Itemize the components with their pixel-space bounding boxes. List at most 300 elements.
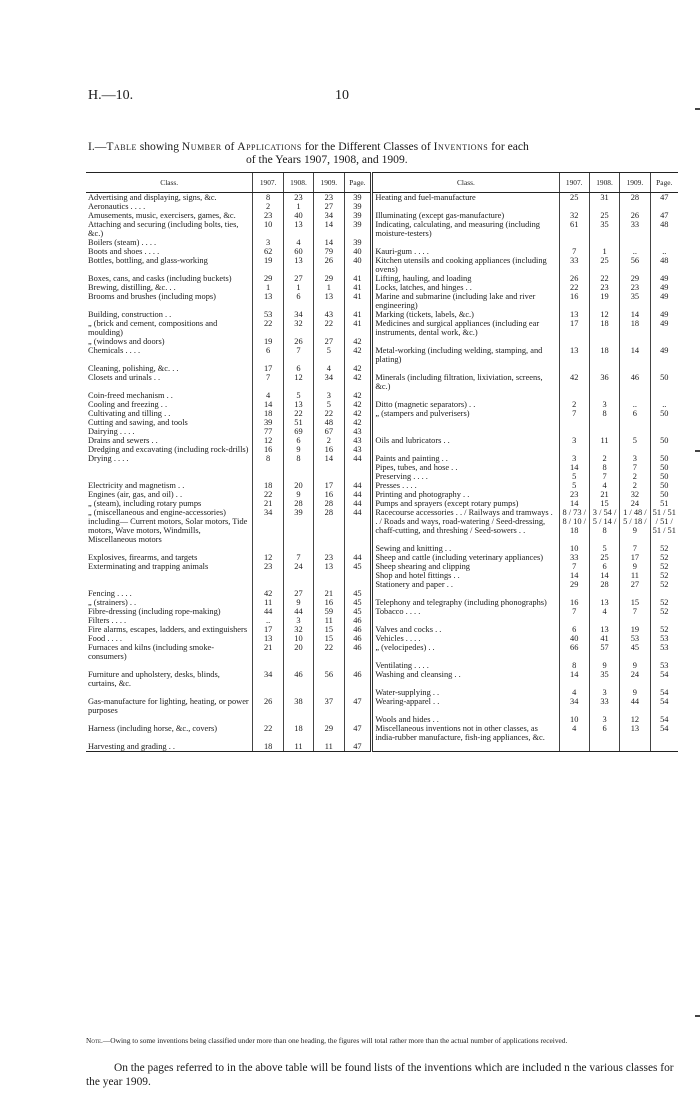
count-cell: 1 <box>253 283 283 292</box>
class-cell-right: Minerals (including filtration, lixiviation, screens, &c.) <box>372 373 559 391</box>
class-cell-right <box>372 418 559 427</box>
class-cell-right: Sheep and cattle (including veterinary appliances) <box>372 553 559 562</box>
page-cell: 42 <box>344 373 372 391</box>
count-cell <box>559 742 589 752</box>
count-cell: 7 <box>559 607 589 616</box>
count-cell <box>559 418 589 427</box>
count-cell: 1 <box>314 283 344 292</box>
count-cell <box>559 427 589 436</box>
class-cell-right: Medicines and surgical appliances (including ear instruments, dental work, &c.) <box>372 319 559 337</box>
page-cell: 48 <box>650 220 678 238</box>
class-cell-left: Electricity and magnetism . . <box>88 481 185 490</box>
page-cell: 41 <box>344 292 372 310</box>
class-cell-left: Chemicals . . . . <box>88 346 141 355</box>
page-cell: 48 <box>650 256 678 274</box>
count-cell: 25 <box>589 553 619 562</box>
page-cell: 47 <box>650 211 678 220</box>
count-cell: 4 <box>589 481 619 490</box>
count-cell: 2 <box>253 202 283 211</box>
count-cell: 12 <box>253 436 283 445</box>
count-cell: 19 <box>620 625 650 634</box>
class-cell-right <box>372 742 559 752</box>
table-row <box>86 553 678 562</box>
page-cell <box>344 472 372 481</box>
class-cell-left: Harness (including horse, &c., covers) <box>88 724 218 733</box>
column-header: 1908. <box>589 173 619 193</box>
count-cell: 18 <box>253 409 283 418</box>
class-cell-left: Exterminating and trapping animals <box>88 562 209 571</box>
count-cell: 17 <box>253 364 283 373</box>
count-cell: 24 <box>283 562 313 571</box>
count-cell: 14 <box>620 310 650 319</box>
count-cell: 37 <box>314 697 344 715</box>
count-cell: 21 <box>314 589 344 598</box>
count-cell: 26 <box>314 256 344 274</box>
page-cell: 47 <box>344 697 372 715</box>
count-cell: 7 <box>283 553 313 562</box>
class-cell-left: Furniture and upholstery, desks, blinds, curtains, &c. <box>88 670 220 688</box>
count-cell: 4 <box>589 607 619 616</box>
class-cell-right: Marine and submarine (including lake and river engineering) <box>372 292 559 310</box>
class-cell-left: Dairying . . . . <box>88 427 135 436</box>
count-cell: 22 <box>283 409 313 418</box>
table-row <box>86 562 678 571</box>
table-row <box>86 247 678 256</box>
page-cell: 49 <box>650 292 678 310</box>
count-cell: 77 <box>253 427 283 436</box>
class-cell-right: Illuminating (except gas-manufacture) <box>372 211 559 220</box>
count-cell: 2 <box>314 436 344 445</box>
count-cell: 13 <box>253 292 283 310</box>
count-cell: 2 <box>620 481 650 490</box>
count-cell: 8 <box>589 463 619 472</box>
class-cell-left <box>86 715 253 724</box>
table-row <box>86 445 678 454</box>
count-cell: 16 <box>314 490 344 499</box>
footer-paragraph: On the pages referred to in the above table will be found lists of the inventions which are included n the various classes for the year 1909. <box>86 1062 674 1088</box>
count-cell: 35 <box>589 220 619 238</box>
page-cell: 52 <box>650 571 678 580</box>
count-cell: 4 <box>253 391 283 400</box>
class-cell-left: Food . . . . <box>88 634 122 643</box>
count-cell <box>620 589 650 598</box>
count-cell: 15 <box>620 598 650 607</box>
count-cell: 13 <box>283 256 313 274</box>
count-cell: 10 <box>559 715 589 724</box>
class-cell-left: „ (steam), including rotary pumps <box>88 499 202 508</box>
count-cell <box>283 580 313 589</box>
count-cell <box>620 391 650 400</box>
count-cell: 28 <box>589 580 619 589</box>
page-cell: 42 <box>344 391 372 400</box>
count-cell: 12 <box>253 553 283 562</box>
count-cell: 10 <box>559 544 589 553</box>
page-reference: H.—10. <box>88 88 134 103</box>
count-cell: 44 <box>253 607 283 616</box>
page-cell: 46 <box>344 670 372 688</box>
page-cell: 52 <box>650 625 678 634</box>
count-cell <box>253 544 283 553</box>
count-cell <box>559 202 589 211</box>
count-cell: 53 <box>253 310 283 319</box>
count-cell: 8 <box>253 454 283 463</box>
count-cell: 18 <box>253 742 283 752</box>
count-cell: 22 <box>253 724 283 742</box>
count-cell <box>589 616 619 625</box>
class-cell-left <box>86 661 253 670</box>
class-cell-left: Dredging and excavating (including rock-drills) <box>88 445 249 454</box>
page-cell <box>650 418 678 427</box>
page-cell: 50 <box>650 472 678 481</box>
count-cell: 23 <box>253 211 283 220</box>
count-cell: 53 <box>620 634 650 643</box>
class-cell-left <box>86 472 253 481</box>
table-row <box>86 373 678 391</box>
count-cell: 9 <box>283 490 313 499</box>
page-cell: 51 <box>650 499 678 508</box>
count-cell: 7 <box>559 247 589 256</box>
count-cell: 44 <box>283 607 313 616</box>
count-cell: 18 <box>589 346 619 364</box>
table-header-row <box>86 173 678 193</box>
count-cell <box>620 742 650 752</box>
count-cell <box>620 418 650 427</box>
page-cell: 39 <box>344 211 372 220</box>
class-cell-left: Engines (air, gas, and oil) . . <box>88 490 183 499</box>
count-cell <box>253 472 283 481</box>
page-cell <box>650 337 678 346</box>
table-row <box>86 436 678 445</box>
class-cell-left <box>86 688 253 697</box>
count-cell: 21 <box>253 643 283 661</box>
count-cell: 39 <box>253 418 283 427</box>
page-cell <box>650 589 678 598</box>
count-cell: 7 <box>283 346 313 364</box>
count-cell: 3 <box>559 454 589 463</box>
count-cell <box>559 238 589 247</box>
count-cell <box>620 427 650 436</box>
count-cell: 19 <box>589 292 619 310</box>
count-cell: 14 <box>559 571 589 580</box>
table-row <box>86 724 678 742</box>
table-row <box>86 238 678 247</box>
class-cell-left: Cooling and freezing . . <box>88 400 168 409</box>
table-row <box>86 490 678 499</box>
count-cell: 8 <box>559 661 589 670</box>
page-cell <box>650 742 678 752</box>
count-cell <box>253 661 283 670</box>
page-cell: 50 <box>650 409 678 418</box>
count-cell <box>589 427 619 436</box>
class-cell-left: Drains and sewers . . <box>88 436 158 445</box>
count-cell: 45 <box>620 643 650 661</box>
page-cell: 49 <box>650 346 678 364</box>
table-row <box>86 211 678 220</box>
margin-mark <box>695 1015 700 1017</box>
page-cell: 44 <box>344 481 372 490</box>
class-cell-right: Printing and photography . . <box>372 490 559 499</box>
page-cell: 47 <box>344 724 372 742</box>
page-cell: 50 <box>650 454 678 463</box>
class-cell-left: Cultivating and tilling . . <box>88 409 171 418</box>
page-cell: 52 <box>650 607 678 616</box>
count-cell <box>620 202 650 211</box>
count-cell: 13 <box>559 310 589 319</box>
count-cell: 16 <box>559 292 589 310</box>
count-cell: 4 <box>559 724 589 742</box>
class-cell-right: Pipes, tubes, and hose . . <box>372 463 559 472</box>
count-cell: 14 <box>620 346 650 364</box>
count-cell: 8 <box>589 409 619 418</box>
count-cell: 56 <box>314 670 344 688</box>
page-cell: 42 <box>344 364 372 373</box>
count-cell: 7 <box>620 463 650 472</box>
count-cell: 11 <box>589 436 619 445</box>
page-cell: 54 <box>650 697 678 715</box>
class-cell-left: Advertising and displaying, signs, &c. <box>88 193 217 202</box>
count-cell: 29 <box>314 724 344 742</box>
count-cell: 4 <box>559 688 589 697</box>
count-cell: .. <box>620 400 650 409</box>
column-header: Class. <box>372 173 559 193</box>
count-cell <box>314 580 344 589</box>
class-cell-left: „ (strainers) . . <box>88 598 137 607</box>
class-cell-right: Preserving . . . . <box>372 472 559 481</box>
count-cell: 13 <box>283 400 313 409</box>
count-cell: 2 <box>620 472 650 481</box>
count-cell: 11 <box>283 742 313 752</box>
count-cell: 28 <box>283 499 313 508</box>
class-cell-left: Cleaning, polishing, &c. . . <box>88 364 179 373</box>
count-cell: 9 <box>620 688 650 697</box>
count-cell: 6 <box>283 436 313 445</box>
class-cell-left: Attaching and securing (including bolts, ties, &c.) <box>88 220 239 238</box>
column-header: 1909. <box>314 173 344 193</box>
count-cell: 7 <box>559 562 589 571</box>
count-cell: 27 <box>620 580 650 589</box>
class-cell-left: Boots and shoes . . . . <box>88 247 160 256</box>
count-cell: 14 <box>559 499 589 508</box>
page-number: 10 <box>335 88 349 103</box>
count-cell <box>283 715 313 724</box>
column-header: 1907. <box>559 173 589 193</box>
class-cell-right: Shop and hotel fittings . . <box>372 571 559 580</box>
class-cell-left: Closets and urinals . . <box>88 373 161 382</box>
count-cell: 21 <box>253 499 283 508</box>
class-cell-right <box>372 238 559 247</box>
table-row <box>86 625 678 634</box>
page-cell: 39 <box>344 220 372 238</box>
count-cell <box>559 445 589 454</box>
page-cell: 54 <box>650 688 678 697</box>
count-cell: 7 <box>253 373 283 391</box>
count-cell: 11 <box>314 742 344 752</box>
page-cell <box>650 391 678 400</box>
count-cell: 29 <box>559 580 589 589</box>
count-cell: 22 <box>253 490 283 499</box>
class-cell-right <box>372 391 559 400</box>
count-cell: 19 <box>253 256 283 274</box>
count-cell: 15 <box>314 634 344 643</box>
count-cell: 48 <box>314 418 344 427</box>
count-cell: 9 <box>283 445 313 454</box>
table-row <box>86 661 678 670</box>
count-cell: 3 / 54 / 5 / 14 / 8 <box>589 508 619 544</box>
count-cell <box>283 661 313 670</box>
count-cell: 6 <box>620 409 650 418</box>
page-cell: 47 <box>650 193 678 203</box>
count-cell: 34 <box>559 697 589 715</box>
table-row <box>86 643 678 661</box>
class-cell-right: „ (stampers and pulverisers) <box>372 409 559 418</box>
count-cell: 15 <box>314 625 344 634</box>
count-cell <box>589 238 619 247</box>
table-row <box>86 283 678 292</box>
class-cell-right <box>372 445 559 454</box>
page-cell <box>650 616 678 625</box>
count-cell <box>283 472 313 481</box>
count-cell <box>253 463 283 472</box>
class-cell-left: Brooms and brushes (including mops) <box>88 292 216 301</box>
class-cell-right: Wearing-apparel . . <box>372 697 559 715</box>
class-cell-right <box>372 202 559 211</box>
count-cell: 46 <box>283 670 313 688</box>
count-cell: 29 <box>253 274 283 283</box>
count-cell: 14 <box>589 571 619 580</box>
count-cell: 61 <box>559 220 589 238</box>
class-cell-right: Ventilating . . . . <box>372 661 559 670</box>
count-cell: 29 <box>620 274 650 283</box>
page-cell <box>650 427 678 436</box>
page-cell: 50 <box>650 463 678 472</box>
count-cell: 16 <box>253 445 283 454</box>
page-cell: 43 <box>344 427 372 436</box>
count-cell: 3 <box>620 454 650 463</box>
page-cell: 42 <box>344 418 372 427</box>
count-cell: 4 <box>314 364 344 373</box>
count-cell: 10 <box>283 634 313 643</box>
count-cell: 5 <box>559 481 589 490</box>
class-cell-right: Lifting, hauling, and loading <box>372 274 559 283</box>
count-cell: 38 <box>283 697 313 715</box>
table-row <box>86 274 678 283</box>
page-cell: 52 <box>650 580 678 589</box>
count-cell <box>314 715 344 724</box>
count-cell <box>589 445 619 454</box>
count-cell: 16 <box>314 445 344 454</box>
count-cell <box>589 337 619 346</box>
class-cell-left: Boilers (steam) . . . . <box>88 238 157 247</box>
count-cell <box>589 391 619 400</box>
count-cell <box>314 661 344 670</box>
count-cell <box>283 463 313 472</box>
table-row <box>86 454 678 463</box>
count-cell: 34 <box>253 670 283 688</box>
count-cell: 34 <box>314 211 344 220</box>
count-cell: 66 <box>559 643 589 661</box>
class-cell-right: Stationery and paper . . <box>372 580 559 589</box>
page-cell: 49 <box>650 310 678 319</box>
table-row <box>86 391 678 400</box>
count-cell: 3 <box>253 238 283 247</box>
count-cell: 7 <box>589 472 619 481</box>
class-cell-right <box>372 364 559 373</box>
count-cell: 17 <box>620 553 650 562</box>
count-cell: .. <box>620 247 650 256</box>
class-cell-right: Heating and fuel-manufacture <box>372 193 559 203</box>
table-row <box>86 319 678 337</box>
page-cell: 49 <box>650 319 678 337</box>
count-cell: 17 <box>559 319 589 337</box>
page-cell: 53 <box>650 643 678 661</box>
count-cell: 8 / 73 / 8 / 10 / 18 <box>559 508 589 544</box>
count-cell: 24 <box>620 499 650 508</box>
count-cell: 9 <box>283 598 313 607</box>
margin-mark <box>695 450 700 452</box>
page-cell: 53 <box>650 634 678 643</box>
count-cell: 59 <box>314 607 344 616</box>
count-cell: 27 <box>314 337 344 346</box>
class-cell-right: Oils and lubricators . . <box>372 436 559 445</box>
count-cell: 16 <box>314 598 344 607</box>
count-cell <box>559 337 589 346</box>
count-cell: 6 <box>589 724 619 742</box>
count-cell: 21 <box>589 490 619 499</box>
page-cell <box>344 688 372 697</box>
count-cell: 36 <box>589 373 619 391</box>
count-cell: 9 <box>620 661 650 670</box>
class-cell-left: Filters . . . . <box>88 616 127 625</box>
count-cell: 26 <box>253 697 283 715</box>
count-cell: 32 <box>620 490 650 499</box>
count-cell: 11 <box>620 571 650 580</box>
table-note: Note.—Owing to some inventions being classified under more than one heading, the figures will total rather more than the actual number of applications received. <box>86 1036 568 1045</box>
count-cell: 3 <box>589 715 619 724</box>
count-cell <box>283 571 313 580</box>
count-cell: 11 <box>314 616 344 625</box>
count-cell: 25 <box>589 211 619 220</box>
count-cell: 6 <box>283 292 313 310</box>
class-cell-left: Coin-freed mechanism . . <box>88 391 173 400</box>
count-cell <box>253 571 283 580</box>
table-row <box>86 346 678 364</box>
count-cell: 13 <box>620 724 650 742</box>
count-cell: 20 <box>283 481 313 490</box>
count-cell <box>589 589 619 598</box>
class-cell-right: Washing and cleansing . . <box>372 670 559 688</box>
count-cell: 13 <box>314 292 344 310</box>
count-cell: 23 <box>559 490 589 499</box>
page-cell: 39 <box>344 202 372 211</box>
page-cell: 41 <box>344 274 372 283</box>
count-cell: 34 <box>253 508 283 544</box>
count-cell: 69 <box>283 427 313 436</box>
count-cell <box>559 391 589 400</box>
table-row <box>86 337 678 346</box>
table-row <box>86 589 678 598</box>
class-cell-right: Paints and painting . . <box>372 454 559 463</box>
class-cell-right: „ (velocipedes) . . <box>372 643 559 661</box>
count-cell: 5 <box>620 436 650 445</box>
count-cell: 28 <box>620 193 650 203</box>
page-cell: 41 <box>344 310 372 319</box>
page-cell <box>650 445 678 454</box>
count-cell: 18 <box>620 319 650 337</box>
class-cell-left: Cutting and sawing, and tools <box>88 418 188 427</box>
count-cell <box>620 238 650 247</box>
class-cell-left: „ (miscellaneous and engine-accessories) including— Current motors, Solar motors, Tide motors, Wave motors, Windmills, Miscellaneous motors <box>88 508 248 544</box>
count-cell: 12 <box>589 310 619 319</box>
